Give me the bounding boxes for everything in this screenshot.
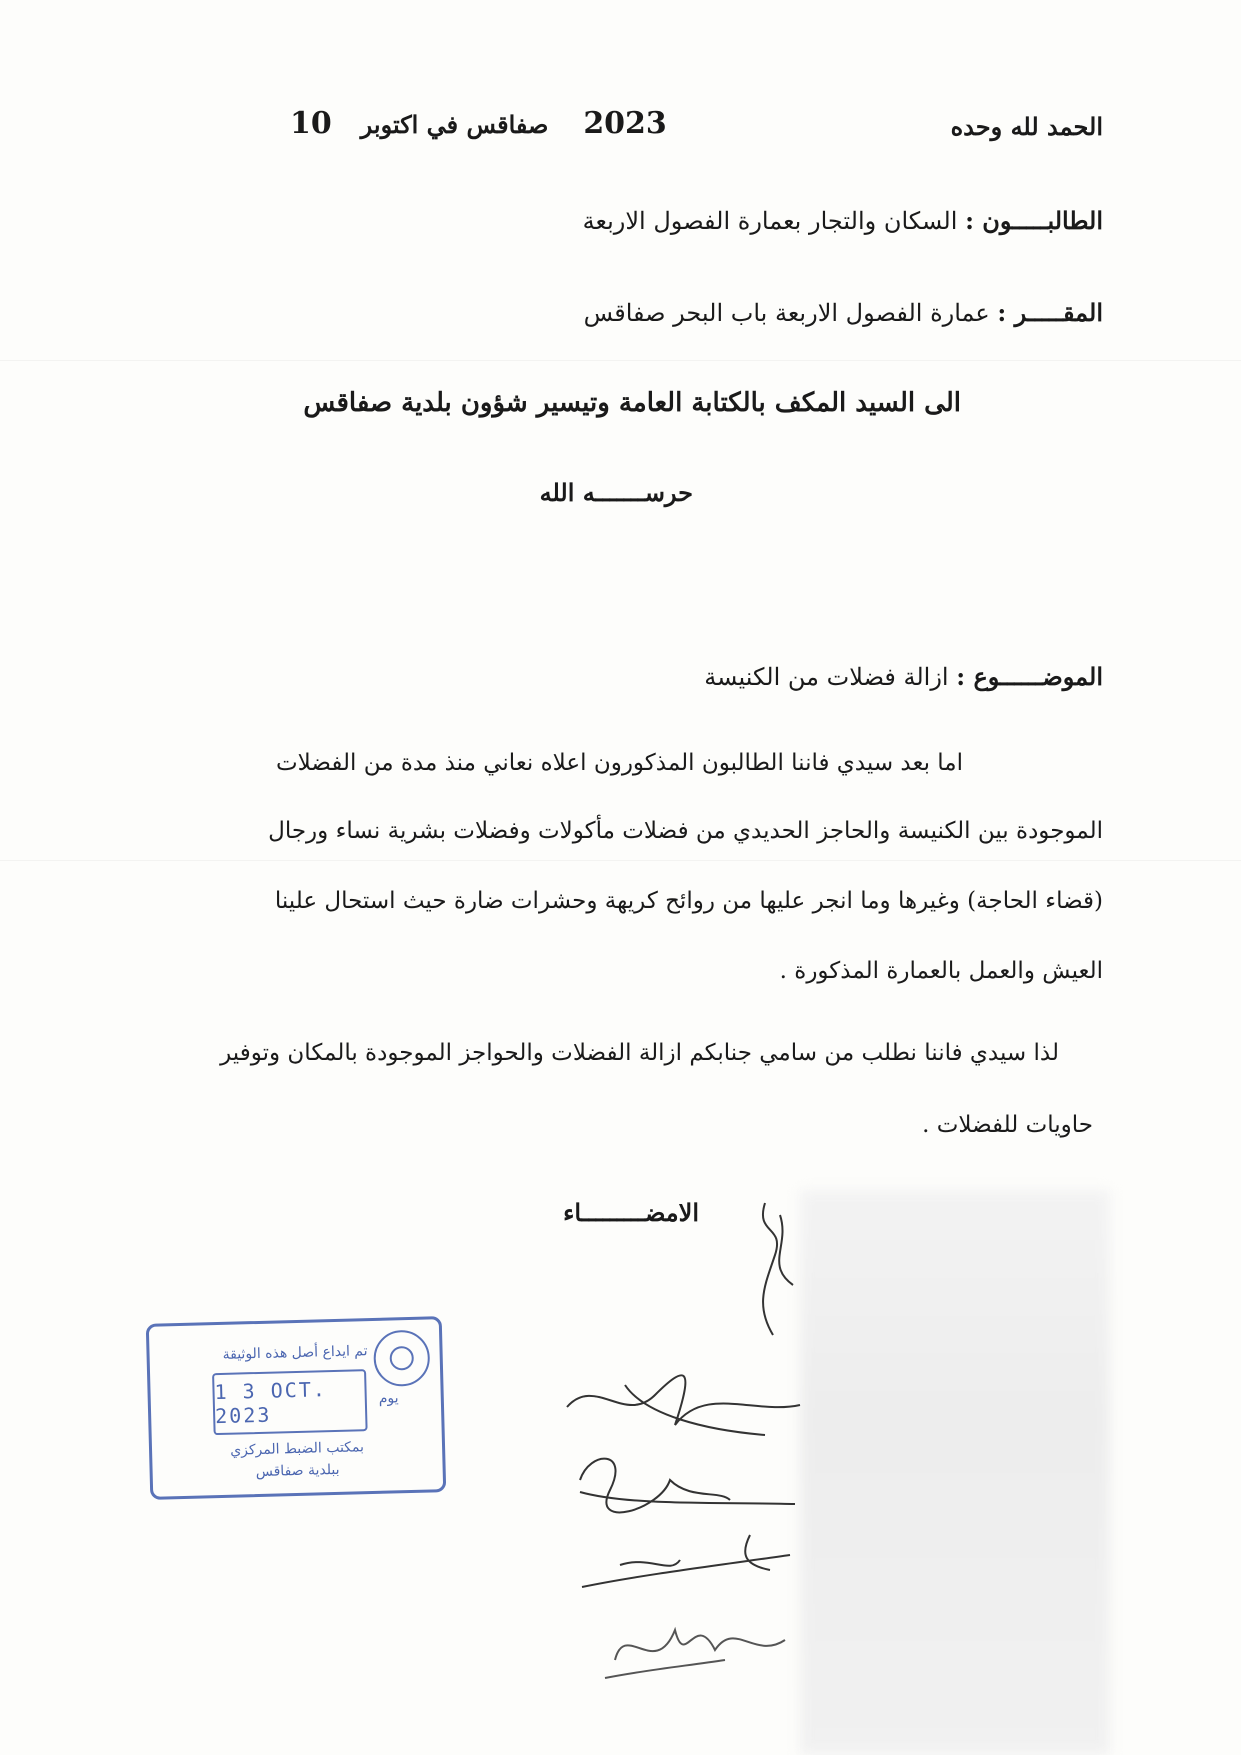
registration-stamp	[146, 1316, 447, 1500]
signature-4	[580, 1525, 800, 1595]
body-line: اما بعد سيدي فاننا الطالبون المذكورون اعلاه نعاني منذ مدة من الفضلات	[276, 750, 963, 776]
seal-icon	[373, 1329, 430, 1386]
day-number: 10	[290, 106, 332, 141]
year: 2023	[583, 106, 667, 141]
headquarters-line	[584, 298, 1103, 327]
applicants-value: السكان والتجار بعمارة الفصول الاربعة	[582, 207, 958, 235]
date-line	[290, 106, 667, 141]
praise-line: الحمد لله وحده	[950, 112, 1103, 141]
headquarters-value: عمارة الفصول الاربعة باب البحر صفاقس	[583, 299, 990, 327]
subject-label: الموضــــــوع :	[956, 662, 1103, 691]
signature-3	[570, 1440, 800, 1520]
redacted-names-area	[800, 1190, 1110, 1755]
applicants-line	[583, 206, 1103, 235]
request-line: حاويات للفضلات .	[922, 1112, 1093, 1138]
body-line: الموجودة بين الكنيسة والحاجز الحديدي من فضلات مأكولات وفضلات بشرية نساء ورجال	[268, 818, 1103, 844]
stamp-date: 1 3 OCT. 2023	[212, 1369, 368, 1435]
blessing-line: حرســـــــه الله	[539, 478, 693, 507]
fold-line	[0, 360, 1241, 361]
signatures-label: الامضـــــــــاء	[563, 1198, 699, 1227]
request-line: لذا سيدي فاننا نطلب من سامي جنابكم ازالة الفضلات والحواجز الموجودة بالمكان وتوفير	[220, 1040, 1059, 1066]
stamp-city: ببلدية صفاقس	[255, 1461, 340, 1481]
stamp-office: بمكتب الضبط المركزي	[230, 1439, 365, 1459]
signature-1	[745, 1195, 805, 1340]
fold-line	[0, 860, 1241, 861]
subject-line	[704, 662, 1103, 691]
body-line: العيش والعمل بالعمارة المذكورة .	[779, 958, 1103, 984]
body-line: (قضاء الحاجة) وغيرها وما انجر عليها من روائح كريهة وحشرات ضارة حيث استحال علينا	[274, 888, 1103, 914]
subject-value: ازالة فضلات من الكنيسة	[704, 663, 949, 691]
month-place: صفاقس في اكتوبر	[360, 110, 549, 139]
stamp-deposit-text: تم ايداع أصل هذه الوثيقة	[222, 1343, 368, 1363]
applicants-label: الطالبـــــون :	[965, 206, 1103, 235]
headquarters-label: المقـــــر :	[997, 298, 1103, 327]
recipient-line: الى السيد المكف بالكتابة العامة وتيسير شؤون بلدية صفاقس	[303, 388, 961, 418]
signature-5	[605, 1600, 795, 1685]
signature-2	[565, 1355, 805, 1440]
stamp-day-label: يوم	[378, 1390, 399, 1407]
